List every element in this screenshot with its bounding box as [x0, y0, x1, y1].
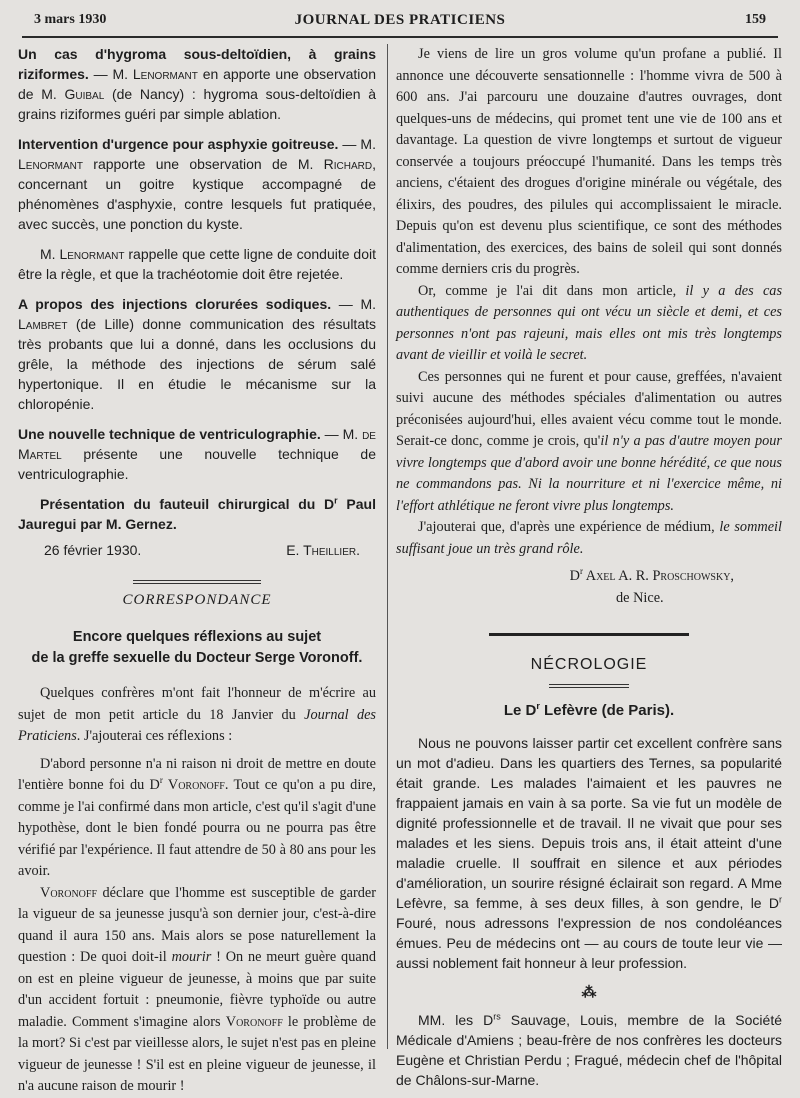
obituary-text-2: MM. les $D^{rs}$ Sauvage, Louis, membre de la Société Médicale d'Amiens ; beau-frère de nos confrères les docteurs Eugène et Christian Perdu ; Fragué, médecin chef de l'hôpital de Châlons-sur-Marne.	[396, 1011, 782, 1088]
asterism: ⁂	[581, 985, 597, 1001]
letter-signature-city: de Nice.	[616, 589, 664, 606]
running-header	[28, 12, 772, 34]
item-fauteuil: Présentation du fauteuil chirurgical du $D^r$ Paul Jauregui par M. Gernez.	[18, 495, 376, 532]
author-name: Guibal	[64, 86, 105, 102]
author-name: Lenormant	[59, 246, 125, 262]
paragraph: J'ajouterai que, d'après une expérience de médium, le sommeil suffisant joue un très grand rôle.	[396, 519, 783, 557]
item-asphyxie: Intervention d'urgence pour asphyxie goitreuse. — M. Lenormant rapporte une observation de M. Richard, concernant un goitre kystique accompagné de phénomènes d'asphyxie, contre lesquels fut pratiquée, avec succès, une ponction du kyste.	[18, 136, 376, 232]
page-number: 159	[745, 12, 766, 27]
paragraph: Ces personnes qui ne furent et pour cause, greffées, n'avaient suivi aucune des méthodes spéciales d'alimentation ou autres préconisées aujourd'hui, elles avaient vécu comme tout le monde. Serait-ce donc, comme je crois, qu'il n'y a pas d'autre moyen pour vivre longtemps que d'abord avoir une bonne hérédité, ce que nous ne commandons pas. Ni la nourriture et ni l'exercice même, ni l'effort athlétique ne feront vivre plus longtemps.	[396, 368, 782, 514]
item-title: Intervention d'urgence pour asphyxie goitreuse.	[18, 136, 339, 152]
item-title: A propos des injections clorurées sodiques.	[18, 296, 332, 312]
item-ventriculographie: Une nouvelle technique de ventriculographie. — M. de Martel présente une nouvelle technique de ventriculographie.	[18, 426, 376, 482]
report-signature	[18, 542, 376, 558]
section-title-correspondance: CORRESPONDANCE	[122, 592, 272, 608]
paragraph: D'abord personne n'a ni raison ni droit de mettre en doute l'entière bonne foi du $D^r$ Voronoff. Tout ce qu'on a pu dire, comme je l'ai confirmé dans mon article, c'est qu'il s'agit d'une hypothèse, dont le bien fondé pourra ou ne pourra pas être vérifié par l'expérience. Il faut attendre de 50 à 80 ans pour les avoir.	[18, 755, 376, 879]
paragraph: Je viens de lire un gros volume qu'un profane a publié. Il annonce une découverte sensationnelle : l'homme vivra de 500 à 600 ans. J'ai parcouru une douzaine d'autres ouvrages, dont quelques-uns de médecins, qui promet tent une vie de 100 ans et davantage. La question de vivre longtemps et surtout de vigueur conservée a toujours préoccupé l'humanité. Dans les temps très anciens, c'étaient des drogues d'origine minérale ou végétale, des élixirs, des poudres, des pilules qui accomplissaient le miracle. Depuis qu'on est devenu plus scientifique, ce sont des méthodes d'alimentation, des exercices, des bains de soleil qui sont donnés comme derniers cris du progrès.	[396, 46, 782, 277]
item-hygroma: Un cas d'hygroma sous-deltoïdien, à grains riziformes. — M. Lenormant en apporte une observation de M. Guibal (de Nancy) : hygroma sous-deltoïdien à grains riziformes guéri par simple ablation.	[18, 46, 377, 122]
signature-date: 26 février 1930.	[44, 542, 142, 558]
signature-name: E. Theillier.	[286, 542, 360, 558]
item-asphyxie-comment: M. Lenormant rappelle que cette ligne de conduite doit être la règle, et que la trachéotomie doit être rejetée.	[18, 246, 376, 282]
obituary-text: Nous ne pouvons laisser partir cet excellent confrère sans un mot d'adieu. Dans les quartiers des Ternes, sa popularité était grande. Les malades l'aimaient et les pauvres ne frappaient jamais en vain à sa porte. Sa vie fut un modèle de dignité professionnelle et de travail. Il ne vivait que pour ses malades et les siens. Depuis trois ans, il était atteint d'une maladie cruelle. Il souffrait en silence et aux périodes d'amélioration, un sourire résigné éclairait son regard. A Mme Lefèvre, sa femme, à ses deux filles, à son gendre, le $D^r$ Fouré, nous adressons l'expression de nos condoléances émues. Peu de médecins ont — au cours de toute leur vie — aussi noblement fait honneur à leur profession.	[396, 735, 782, 971]
section-divider	[489, 633, 689, 636]
letter-signature: $D^r$ Axel A. R. Proschowsky,	[569, 566, 734, 584]
article-title: Encore quelques réflexions au sujet de la greffe sexuelle du Docteur Serge Voronoff.	[31, 629, 363, 666]
journal-title: JOURNAL DES PRATICIENS	[294, 12, 506, 28]
author-name: Lenormant	[132, 66, 198, 82]
title-divider	[549, 684, 629, 688]
item-title: Un cas d'hygroma sous-deltoïdien, à grains riziformes.	[18, 46, 376, 82]
right-column	[396, 44, 782, 1090]
author-name: Lenormant	[18, 156, 84, 172]
column-divider	[387, 44, 388, 1049]
header-rule	[22, 36, 778, 38]
author-name: de Martel	[18, 426, 376, 462]
section-divider	[133, 580, 261, 584]
left-column	[18, 44, 376, 1098]
paragraph: Quelques confrères m'ont fait l'honneur de m'écrire au sujet de mon petit article du 18 Janvier du Journal des Praticiens. J'ajouterai ces réflexions :	[18, 685, 376, 744]
letter-body	[18, 683, 376, 1098]
item-injections: A propos des injections clorurées sodiques. — M. Lambret (de Lille) donne communication des résultats très probants que lui a donné, dans les occlusions du grêle, la méthode des injections de sérum salé hypertonique. Il en étudie le mécanisme sur la chloropénie.	[18, 296, 376, 412]
author-name: Richard	[323, 156, 373, 172]
item-title: Une nouvelle technique de ventriculographie.	[18, 426, 321, 442]
header-date: 3 mars 1930	[34, 12, 107, 27]
paragraph: Or, comme je l'ai dit dans mon article, il y a des cas authentiques de personnes qui ont vécu un siècle et demi, et ces personnes n'ont pas rajeuni, mais elles ont mis très longtemps avant de vieillir et voilà le secret.	[396, 282, 783, 363]
author-name: Lambret	[18, 316, 68, 332]
section-title-necrologie: NÉCROLOGIE	[530, 656, 648, 673]
obituary-title: Le $D^r$ Lefèvre (de Paris).	[503, 701, 675, 719]
paragraph: Voronoff déclare que l'homme est susceptible de garder la vigueur de sa jeunesse jusqu'à son dernier jour, c'est-à-dire quand il aura 150 ans. Mais alors se pose naturellement la question : De quoi doit-il mourir ! On ne meurt guère quand on est en pleine vigueur de jeunesse, à moins que par suite d'un accident fortuit : pneumonie, fièvre typhoïde ou autre maladie. Comment s'imagine alors Voronoff le problème de la mort? Si c'est par vieillesse alors, le sujet n'est pas en pleine vigueur de jeunesse ! S'il est en pleine vigueur de jeunesse, il n'a aucune raison de mourir !	[18, 884, 377, 1094]
